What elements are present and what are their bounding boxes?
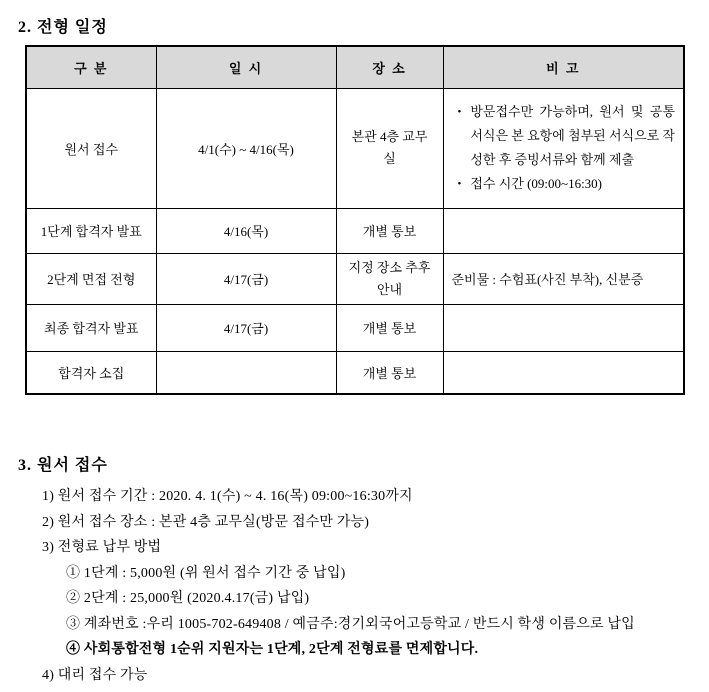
list-item: 3) 전형료 납부 방법 xyxy=(42,540,162,555)
cell-category: 합격자 소집 xyxy=(26,351,156,394)
cell-datetime: 4/17(금) xyxy=(156,253,336,304)
list-item: ② 2단계 : 25,000원 (2020.4.17(금) 납입) xyxy=(66,591,310,606)
table-header-row xyxy=(26,46,684,88)
cell-datetime: 4/1(수) ~ 4/16(목) xyxy=(156,88,336,208)
note-text: 방문접수만 가능하며, 원서 및 공통 서식은 본 요항에 첨부된 서식으로 작성한 후 증빙서류와 함께 제출 xyxy=(470,104,675,167)
section3-title: 3. 원서 접수 xyxy=(18,457,108,474)
schedule-table xyxy=(25,45,685,395)
list-item: 1) 원서 접수 기간 : 2020. 4. 1(수) ~ 4. 16(목) 09:00~16:30까지 xyxy=(42,489,413,504)
cell-place: 본관 4층 교무실 xyxy=(336,88,443,208)
cell-note: 준비물 : 수험표(사진 부착), 신분증 xyxy=(443,253,684,304)
cell-category: 1단계 합격자 발표 xyxy=(26,208,156,253)
header-datetime: 일 시 xyxy=(156,46,336,88)
list-item: 2) 원서 접수 장소 : 본관 4층 교무실(방문 접수만 가능) xyxy=(42,514,370,530)
cell-category: 원서 접수 xyxy=(26,88,156,208)
cell-place: 개별 통보 xyxy=(336,304,443,351)
header-place: 장 소 xyxy=(336,46,443,88)
list-item: ① 1단계 : 5,000원 (위 원서 접수 기간 중 납입) xyxy=(66,565,346,581)
note-bullet-item xyxy=(452,172,676,196)
cell-datetime: 4/17(금) xyxy=(156,304,336,351)
cell-note xyxy=(443,351,684,394)
cell-place: 개별 통보 xyxy=(336,208,443,253)
list-item: ③ 계좌번호 :우리 1005-702-649408 / 예금주:경기외국어고등학교 / 반드시 학생 이름으로 납입 xyxy=(66,616,635,632)
cell-category: 2단계 면접 전형 xyxy=(26,253,156,304)
header-note: 비 고 xyxy=(443,46,684,88)
cell-note xyxy=(443,88,684,208)
bullet-icon: • xyxy=(457,178,462,190)
cell-place: 개별 통보 xyxy=(336,351,443,394)
note-text: 접수 시간 (09:00~16:30) xyxy=(470,176,603,191)
bullet-icon: • xyxy=(457,106,462,118)
cell-datetime xyxy=(156,351,336,394)
section3 xyxy=(18,452,698,688)
cell-note xyxy=(443,304,684,351)
cell-note xyxy=(443,208,684,253)
list-item: ④ 사회통합전형 1순위 지원자는 1단계, 2단계 전형료를 면제합니다. xyxy=(66,642,479,657)
table-row xyxy=(26,208,684,253)
cell-place: 지정 장소 추후 안내 xyxy=(336,253,443,304)
cell-category: 최종 합격자 발표 xyxy=(26,304,156,351)
list-item: 4) 대리 접수 가능 xyxy=(42,667,148,683)
table-row xyxy=(26,351,684,394)
section3-lines xyxy=(18,484,698,688)
note-bullet-item xyxy=(452,100,676,172)
table-row xyxy=(26,304,684,351)
table-row xyxy=(26,88,684,208)
cell-datetime: 4/16(목) xyxy=(156,208,336,253)
table-row xyxy=(26,253,684,304)
header-category: 구 분 xyxy=(26,46,156,88)
section2-title: 2. 전형 일정 xyxy=(18,19,108,36)
